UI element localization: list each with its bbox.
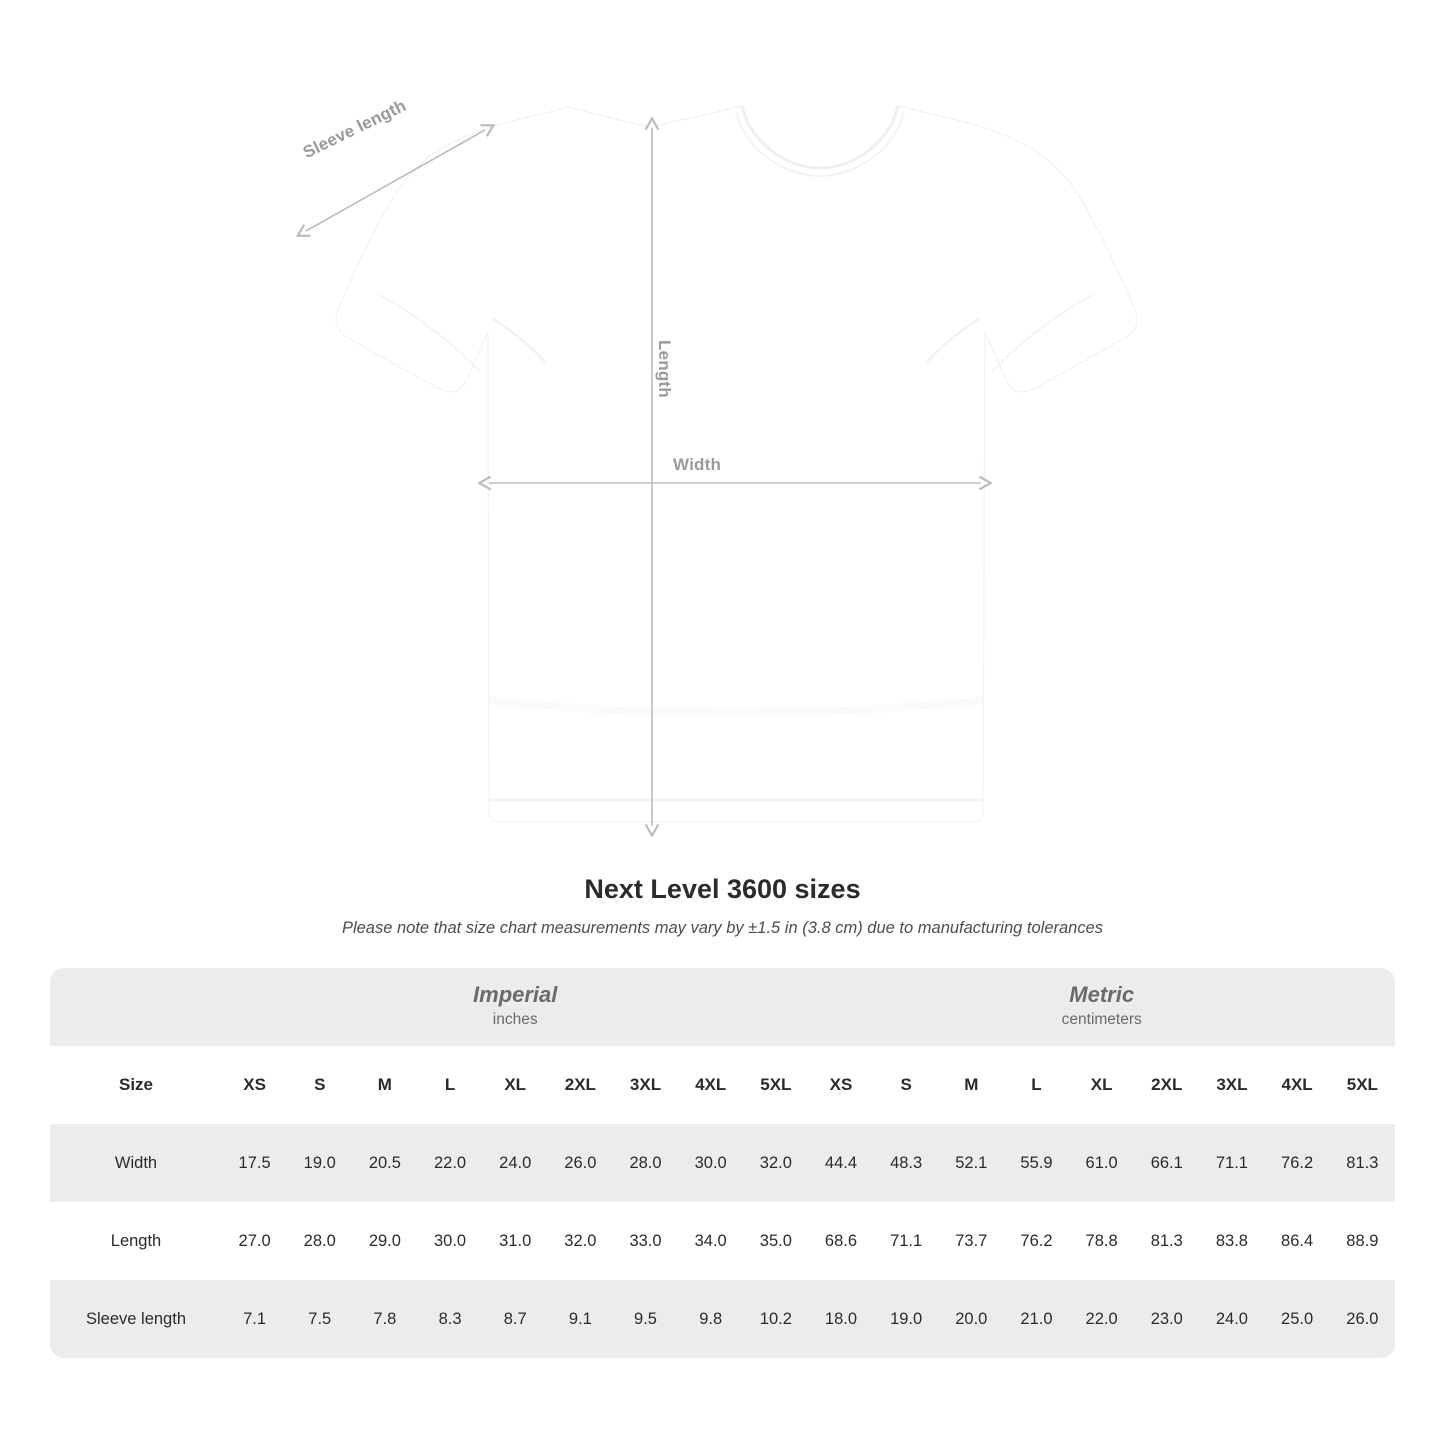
title-block <box>0 874 1445 938</box>
measure-cell: 81.3 <box>1134 1202 1199 1280</box>
size-cell: XS <box>808 1046 873 1124</box>
measure-cell: 81.3 <box>1330 1124 1395 1202</box>
size-cell: S <box>874 1046 939 1124</box>
measure-cell: 86.4 <box>1265 1202 1330 1280</box>
measure-cell: 20.5 <box>352 1124 417 1202</box>
measure-cell: 7.5 <box>287 1280 352 1358</box>
size-cell: 4XL <box>1265 1046 1330 1124</box>
measure-cell: 71.1 <box>874 1202 939 1280</box>
size-cell: 5XL <box>1330 1046 1395 1124</box>
tolerance-note: Please note that size chart measurements may vary by ±1.5 in (3.8 cm) due to manufacturing tolerances <box>341 919 1104 937</box>
size-cell: XL <box>483 1046 548 1124</box>
measure-cell: 17.5 <box>222 1124 287 1202</box>
table-corner-cell <box>50 968 222 1046</box>
measure-cell: 7.1 <box>222 1280 287 1358</box>
measure-cell: 20.0 <box>939 1280 1004 1358</box>
size-cell: L <box>417 1046 482 1124</box>
size-cell: M <box>939 1046 1004 1124</box>
row-label-width: Width <box>50 1124 222 1202</box>
measure-cell: 66.1 <box>1134 1124 1199 1202</box>
measure-cell: 7.8 <box>352 1280 417 1358</box>
measure-cell: 30.0 <box>417 1202 482 1280</box>
measure-cell: 18.0 <box>808 1280 873 1358</box>
system-name-imperial: Imperial <box>473 981 558 1007</box>
measure-cell: 24.0 <box>1199 1280 1264 1358</box>
measure-cell: 22.0 <box>417 1124 482 1202</box>
measure-cell: 26.0 <box>1330 1280 1395 1358</box>
table-row-length <box>50 1202 1395 1280</box>
measure-cell: 48.3 <box>874 1124 939 1202</box>
measure-cell: 68.6 <box>808 1202 873 1280</box>
measure-cell: 8.3 <box>417 1280 482 1358</box>
row-label-length: Length <box>50 1202 222 1280</box>
size-cell: 2XL <box>548 1046 613 1124</box>
measure-cell: 9.1 <box>548 1280 613 1358</box>
measure-cell: 44.4 <box>808 1124 873 1202</box>
measure-cell: 30.0 <box>678 1124 743 1202</box>
measure-cell: 9.5 <box>613 1280 678 1358</box>
measure-cell: 19.0 <box>874 1280 939 1358</box>
measure-cell: 24.0 <box>483 1124 548 1202</box>
measure-cell: 61.0 <box>1069 1124 1134 1202</box>
measure-cell: 76.2 <box>1265 1124 1330 1202</box>
system-name-metric: Metric <box>1069 981 1135 1007</box>
size-cell: 2XL <box>1134 1046 1199 1124</box>
row-label-sleeve-length: Sleeve length <box>50 1280 222 1358</box>
measure-cell: 35.0 <box>743 1202 808 1280</box>
measure-cell: 55.9 <box>1004 1124 1069 1202</box>
measure-cell: 78.8 <box>1069 1202 1134 1280</box>
measure-cell: 25.0 <box>1265 1280 1330 1358</box>
size-cell: XS <box>222 1046 287 1124</box>
measure-cell: 88.9 <box>1330 1202 1395 1280</box>
measure-cell: 31.0 <box>483 1202 548 1280</box>
measure-cell: 23.0 <box>1134 1280 1199 1358</box>
measure-cell: 28.0 <box>613 1124 678 1202</box>
measure-cell: 10.2 <box>743 1280 808 1358</box>
system-header-imperial <box>222 968 808 1046</box>
table-row-sleeve-length <box>50 1280 1395 1358</box>
measure-cell: 32.0 <box>743 1124 808 1202</box>
measure-cell: 73.7 <box>939 1202 1004 1280</box>
table-system-header-row <box>50 968 1395 1046</box>
row-label-size: Size <box>50 1046 222 1124</box>
measure-cell: 33.0 <box>613 1202 678 1280</box>
size-cell: 4XL <box>678 1046 743 1124</box>
sleeve-length-label: Sleeve length <box>300 95 410 163</box>
tshirt-shape <box>336 106 1137 822</box>
system-unit-metric: centimeters <box>1061 1011 1142 1029</box>
measure-cell: 22.0 <box>1069 1280 1134 1358</box>
length-label: Length <box>655 340 674 398</box>
size-cell: S <box>287 1046 352 1124</box>
size-cell: 3XL <box>613 1046 678 1124</box>
measure-cell: 83.8 <box>1199 1202 1264 1280</box>
system-unit-imperial: inches <box>492 1011 538 1029</box>
measure-cell: 8.7 <box>483 1280 548 1358</box>
measure-cell: 71.1 <box>1199 1124 1264 1202</box>
size-cell: 5XL <box>743 1046 808 1124</box>
measure-cell: 21.0 <box>1004 1280 1069 1358</box>
measure-cell: 32.0 <box>548 1202 613 1280</box>
page-title: Next Level 3600 sizes <box>584 874 861 904</box>
measure-cell: 28.0 <box>287 1202 352 1280</box>
size-cell: M <box>352 1046 417 1124</box>
size-cell: 3XL <box>1199 1046 1264 1124</box>
size-cell: L <box>1004 1046 1069 1124</box>
width-label: Width <box>673 455 722 474</box>
measure-cell: 19.0 <box>287 1124 352 1202</box>
measure-cell: 76.2 <box>1004 1202 1069 1280</box>
measure-cell: 52.1 <box>939 1124 1004 1202</box>
measure-cell: 29.0 <box>352 1202 417 1280</box>
system-header-metric <box>808 968 1395 1046</box>
table-size-row <box>50 1046 1395 1124</box>
size-table <box>50 968 1395 1358</box>
table-row-width <box>50 1124 1395 1202</box>
measure-cell: 26.0 <box>548 1124 613 1202</box>
measure-cell: 27.0 <box>222 1202 287 1280</box>
size-table-wrapper <box>50 968 1395 1358</box>
measure-cell: 9.8 <box>678 1280 743 1358</box>
measure-cell: 34.0 <box>678 1202 743 1280</box>
size-cell: XL <box>1069 1046 1134 1124</box>
